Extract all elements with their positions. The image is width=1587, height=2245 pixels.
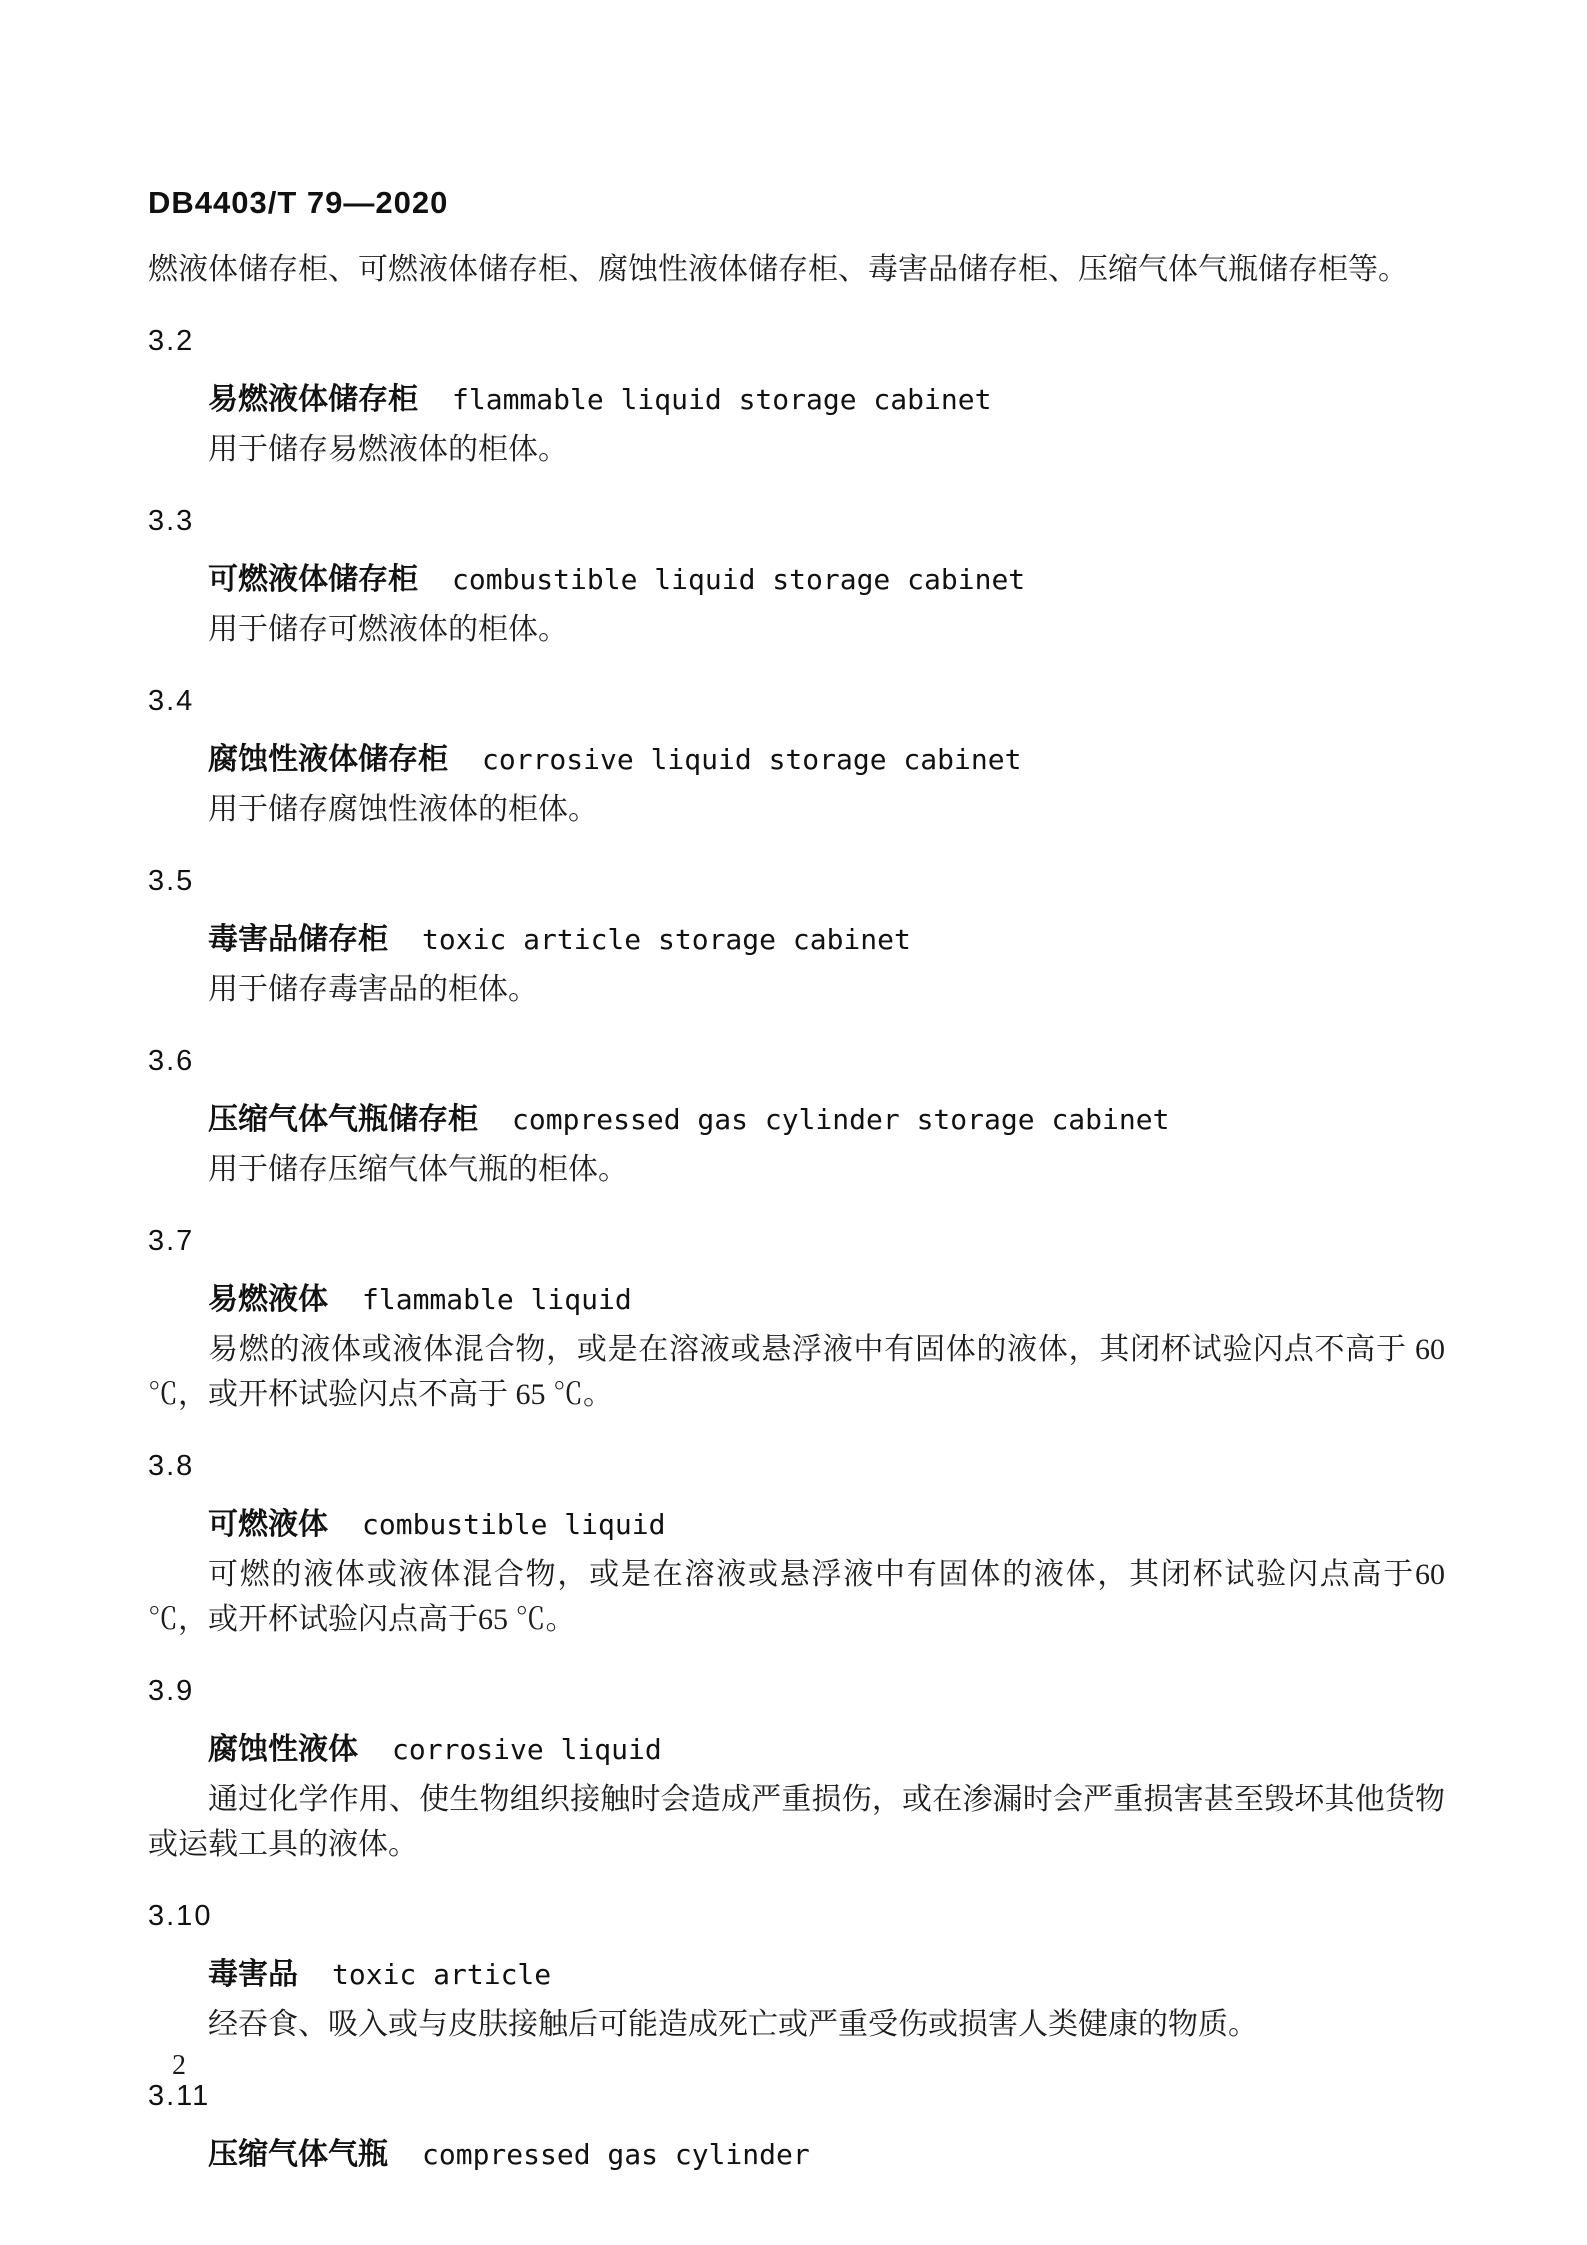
term-chinese: 毒害品 <box>208 1958 298 1991</box>
term-definition: 用于储存可燃液体的柜体。 <box>208 613 568 646</box>
term-line <box>148 737 1445 787</box>
term-line <box>148 2132 1445 2182</box>
term-definition: 易燃的液体或液体混合物，或是在溶液或悬浮液中有固体的液体，其闭杯试验闪点不高于 60 ℃，或开杯试验闪点不高于 65 ℃。 <box>148 1333 1445 1411</box>
term-section-3-10 <box>148 1894 1445 2047</box>
term-section-3-2 <box>148 319 1445 472</box>
term-section-3-8 <box>148 1444 1445 1642</box>
section-number: 3.7 <box>148 1225 195 1257</box>
term-chinese: 易燃液体储存柜 <box>208 383 418 416</box>
term-line <box>148 917 1445 967</box>
term-chinese: 压缩气体气瓶 <box>208 2138 388 2171</box>
term-line <box>148 1097 1445 1147</box>
section-number: 3.4 <box>148 685 195 717</box>
section-number: 3.2 <box>148 325 195 357</box>
term-definition: 用于储存腐蚀性液体的柜体。 <box>208 793 598 826</box>
term-section-3-5 <box>148 859 1445 1012</box>
term-english: combustible liquid storage cabinet <box>452 563 1026 596</box>
term-definition: 通过化学作用、使生物组织接触时会造成严重损伤，或在渗漏时会严重损害甚至毁坏其他货物或运载工具的液体。 <box>148 1783 1445 1861</box>
section-number: 3.8 <box>148 1450 195 1482</box>
section-number: 3.5 <box>148 865 195 897</box>
term-english: flammable liquid <box>362 1283 632 1316</box>
term-english: toxic article <box>332 1958 552 1991</box>
continuation-paragraph: 燃液体储存柜、可燃液体储存柜、腐蚀性液体储存柜、毒害品储存柜、压缩气体气瓶储存柜等。 <box>148 253 1408 286</box>
term-definition: 用于储存易燃液体的柜体。 <box>208 433 568 466</box>
term-english: compressed gas cylinder storage cabinet <box>512 1103 1170 1136</box>
term-line <box>148 377 1445 427</box>
term-chinese: 可燃液体 <box>208 1508 328 1541</box>
term-section-3-4 <box>148 679 1445 832</box>
term-definition: 可燃的液体或液体混合物，或是在溶液或悬浮液中有固体的液体，其闭杯试验闪点高于60 ℃，或开杯试验闪点高于65 ℃。 <box>148 1558 1445 1636</box>
section-number: 3.11 <box>148 2080 211 2112</box>
page-number: 2 <box>172 2050 186 2081</box>
term-section-3-11 <box>148 2074 1445 2182</box>
term-english: corrosive liquid storage cabinet <box>482 743 1022 776</box>
term-chinese: 压缩气体气瓶储存柜 <box>208 1103 478 1136</box>
term-chinese: 毒害品储存柜 <box>208 923 388 956</box>
term-english: corrosive liquid <box>392 1733 662 1766</box>
term-section-3-9 <box>148 1669 1445 1867</box>
terms-and-definitions-content <box>148 247 1445 2182</box>
term-english: toxic article storage cabinet <box>422 923 911 956</box>
standard-number-header: DB4403/T 79—2020 <box>148 185 449 220</box>
section-number: 3.9 <box>148 1675 195 1707</box>
term-english: flammable liquid storage cabinet <box>452 383 992 416</box>
term-chinese: 易燃液体 <box>208 1283 328 1316</box>
term-section-3-6 <box>148 1039 1445 1192</box>
section-number: 3.3 <box>148 505 195 537</box>
term-definition: 用于储存压缩气体气瓶的柜体。 <box>208 1153 628 1186</box>
term-line <box>148 1727 1445 1777</box>
term-english: combustible liquid <box>362 1508 666 1541</box>
term-line <box>148 1502 1445 1552</box>
term-english: compressed gas cylinder <box>422 2138 810 2171</box>
section-number: 3.10 <box>148 1900 213 1932</box>
term-definition: 经吞食、吸入或与皮肤接触后可能造成死亡或严重受伤或损害人类健康的物质。 <box>208 2008 1258 2041</box>
term-definition: 用于储存毒害品的柜体。 <box>208 973 538 1006</box>
term-section-3-3 <box>148 499 1445 652</box>
term-line <box>148 1952 1445 2002</box>
section-number: 3.6 <box>148 1045 195 1077</box>
term-line <box>148 557 1445 607</box>
term-chinese: 可燃液体储存柜 <box>208 563 418 596</box>
term-section-3-7 <box>148 1219 1445 1417</box>
term-line <box>148 1277 1445 1327</box>
term-chinese: 腐蚀性液体 <box>208 1733 358 1766</box>
term-chinese: 腐蚀性液体储存柜 <box>208 743 448 776</box>
